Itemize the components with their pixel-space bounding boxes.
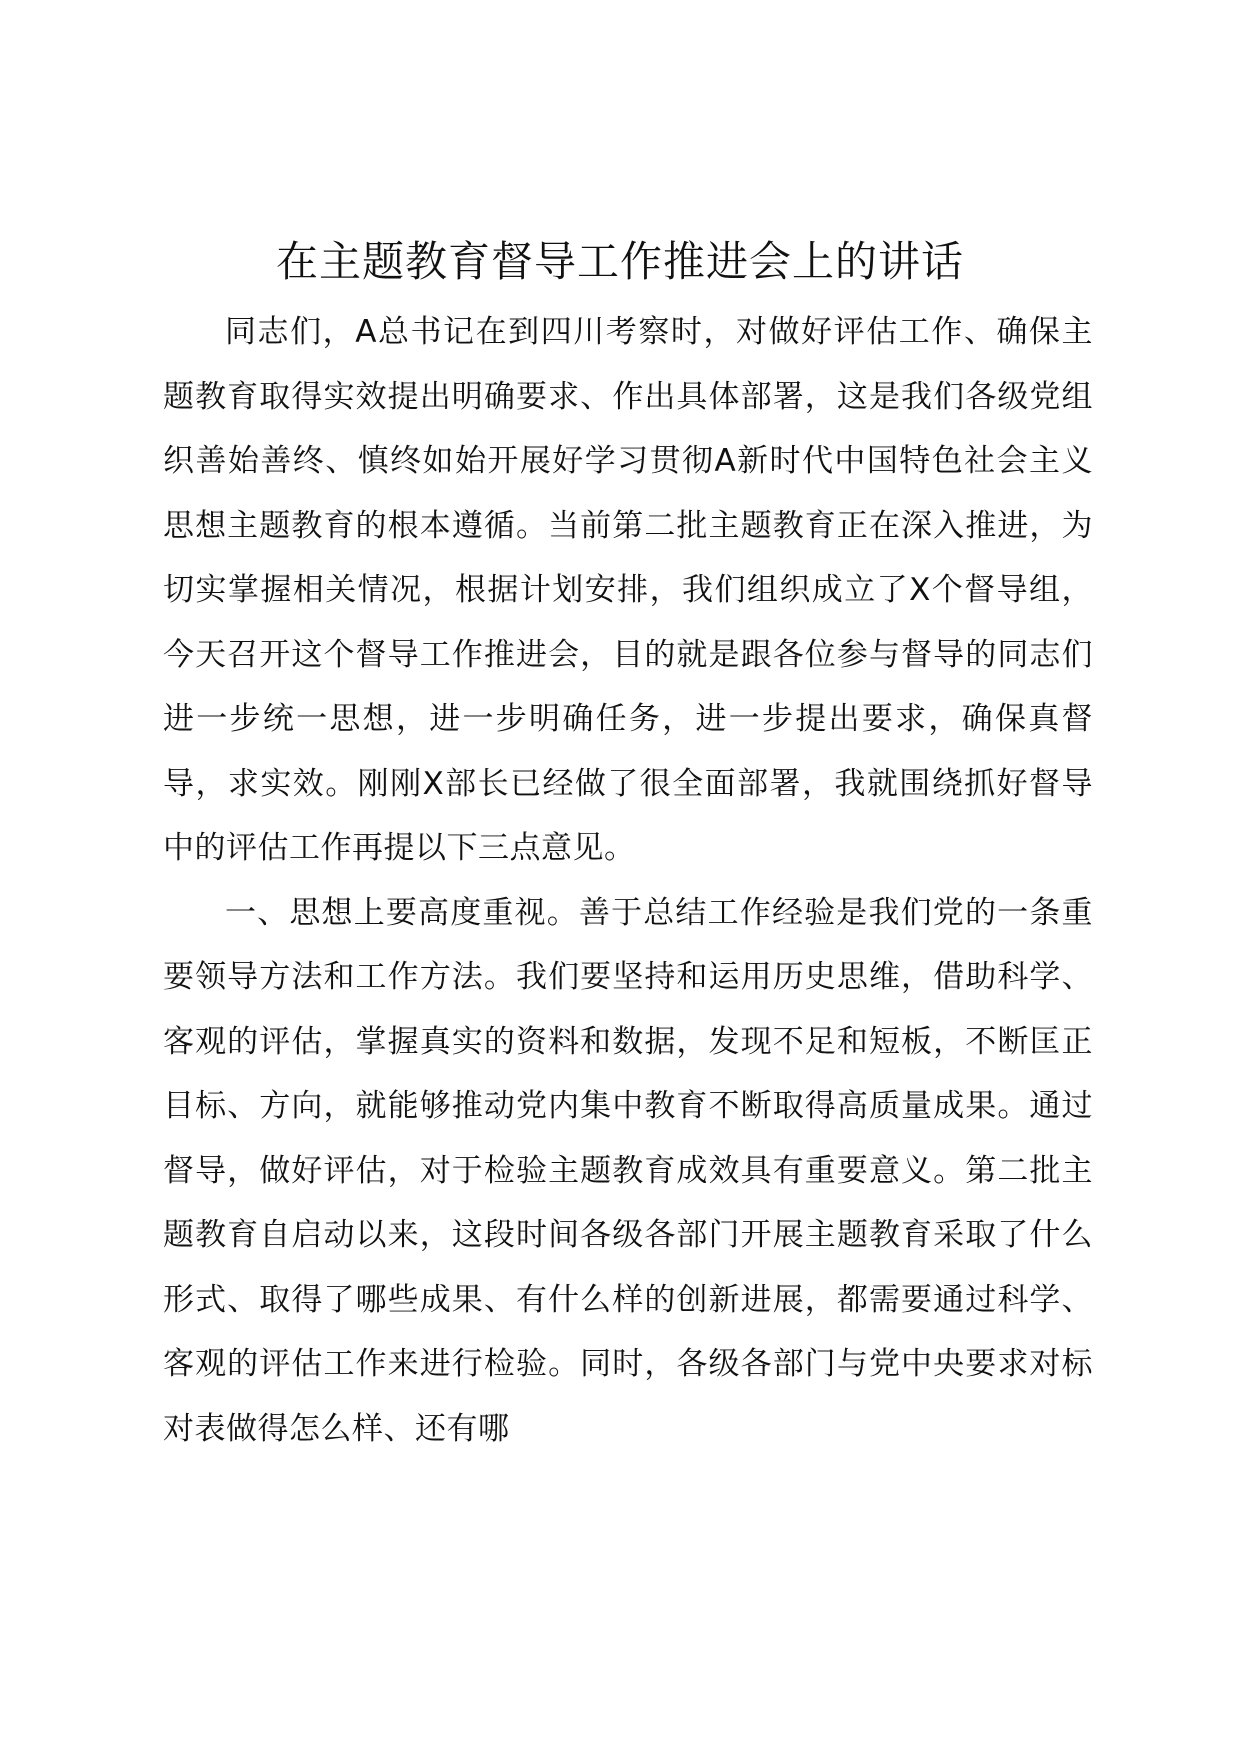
document-body: [163, 300, 1093, 1461]
paragraph-opening: 同志们，A总书记在到四川考察时，对做好评估工作、确保主题教育取得实效提出明确要求、作出具体部署，这是我们各级党组织善始善终、慎终如始开展好学习贯彻A新时代中国特色社会主义思想主题教育的根本遵循。当前第二批主题教育正在深入推进，为切实掌握相关情况，根据计划安排，我们组织成立了X个督导组，今天召开这个督导工作推进会，目的就是跟各位参与督导的同志们进一步统一思想，进一步明确任务，进一步提出要求，确保真督导，求实效。刚刚X部长已经做了很全面部署，我就围绕抓好督导中的评估工作再提以下三点意见。: [163, 314, 1093, 866]
document-title: 在主题教育督导工作推进会上的讲话: [275, 237, 964, 286]
paragraph-point-one: 一、思想上要高度重视。善于总结工作经验是我们党的一条重要领导方法和工作方法。我们要坚持和运用历史思维，借助科学、客观的评估，掌握真实的资料和数据，发现不足和短板，不断匡正目标、方向，就能够推动党内集中教育不断取得高质量成果。通过督导，做好评估，对于检验主题教育成效具有重要意义。第二批主题教育自启动以来，这段时间各级各部门开展主题教育采取了什么形式、取得了哪些成果、有什么样的创新进展，都需要通过科学、客观的评估工作来进行检验。同时，各级各部门与党中央要求对标对表做得怎么样、还有哪: [163, 894, 1093, 1447]
